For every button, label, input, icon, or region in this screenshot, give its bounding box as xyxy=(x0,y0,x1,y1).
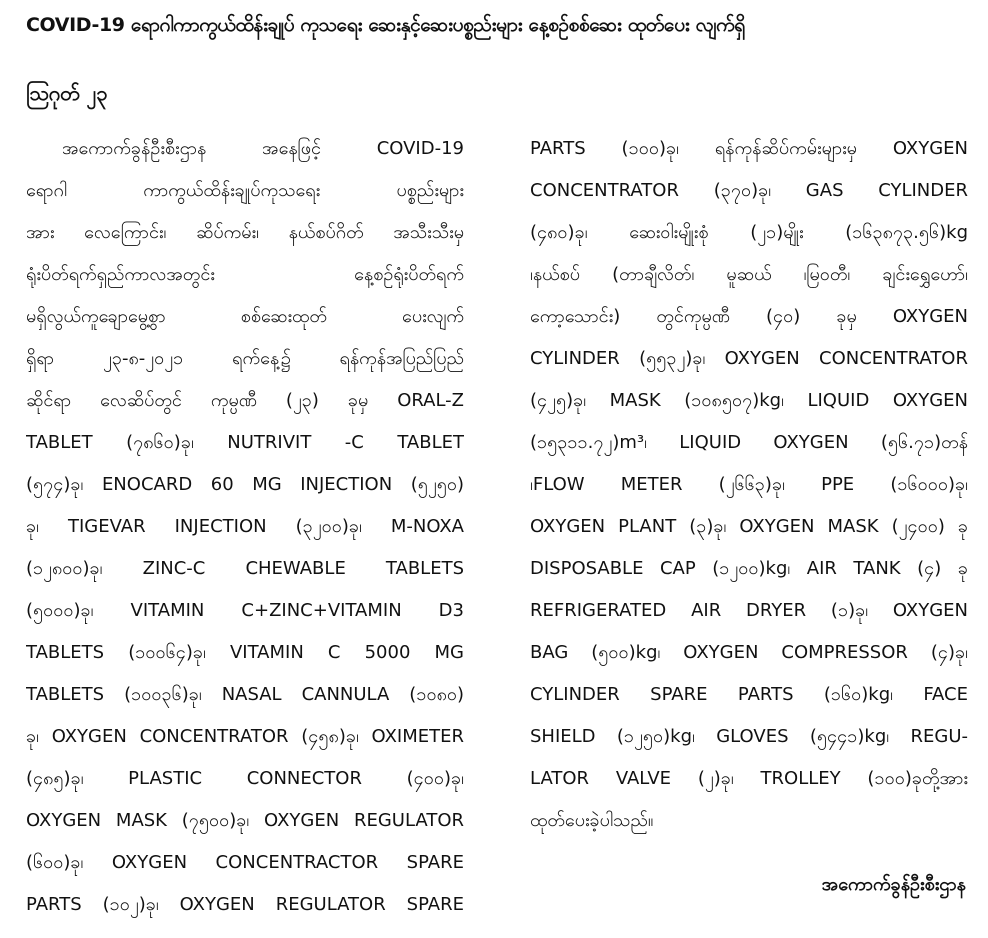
signature: အကောက်ခွန်ဦးစီးဌာန xyxy=(821,874,966,895)
text-line: ရှိရာ ၂၃-၈-၂၀၂၁ ရက်နေ့၌ ရန်ကုန်အပြည်ပြည် xyxy=(26,348,464,369)
text-line: TABLET (၇၈၆၀)ခု၊ NUTRIVIT -C TABLET xyxy=(26,432,464,453)
text-line: အား လေကြောင်း၊ ဆိပ်ကမ်း၊ နယ်စပ်ဂိတ် အသီးသီးမှ xyxy=(26,222,464,243)
text-line: OXYGEN PLANT (၃)ခု၊ OXYGEN MASK (၂၄၀၀) ခု xyxy=(530,516,968,537)
text-line: TABLETS (၁၀၀၆၄)ခု၊ VITAMIN C 5000 MG xyxy=(26,642,464,663)
text-line: (၆၀၀)ခု၊ OXYGEN CONCENTRACTOR SPARE xyxy=(26,852,464,873)
text-line: CONCENTRATOR (၃၇၀)ခု၊ GAS CYLINDER xyxy=(530,180,968,201)
text-line: REFRIGERATED AIR DRYER (၁)ခု၊ OXYGEN xyxy=(530,600,968,621)
right-column xyxy=(530,128,968,842)
text-line: (၄၈၅)ခု၊ PLASTIC CONNECTOR (၄၀၀)ခု၊ xyxy=(26,768,464,789)
text-line: PARTS (၁၀၀)ခု၊ ရန်ကုန်ဆိပ်ကမ်းများမှ OXYGEN xyxy=(530,138,968,159)
text-line: မရှိလွယ်ကူချောမွေ့စွာ စစ်ဆေးထုတ် ပေးလျက် xyxy=(26,306,464,327)
text-line: ရုံးပိတ်ရက်ရှည်ကာလအတွင်း နေ့စဉ်ရုံးပိတ်ရက် xyxy=(26,264,464,285)
text-line: CYLINDER SPARE PARTS (၁၆၀)kg၊ FACE xyxy=(530,684,968,705)
text-line: (၄၈၀)ခု၊ ဆေးဝါးမျိုးစုံ (၂၁)မျိုး (၁၆၃၈၇၃.၅၆)kg xyxy=(530,222,968,243)
text-line: OXYGEN MASK (၇၅၀၀)ခု၊ OXYGEN REGULATOR xyxy=(26,810,464,831)
text-line: ဆိုင်ရာ လေဆိပ်တွင် ကုမ္ပဏီ (၂၃) ခုမှ ORAL-Z xyxy=(26,390,464,411)
text-line: BAG (၅၀၀)kg၊ OXYGEN COMPRESSOR (၄)ခု၊ xyxy=(530,642,968,663)
text-line: ခု၊ TIGEVAR INJECTION (၃၂၀၀)ခု၊ M-NOXA xyxy=(26,516,464,537)
text-line: ထုတ်ပေးခဲ့ပါသည်။ xyxy=(530,810,654,831)
document-title: COVID-19 ရောဂါကာကွယ်ထိန်းချုပ် ကုသရေး ဆေးနှင့်ဆေးပစ္စည်းများ နေ့စဉ်စစ်ဆေး ထုတ်ပေး လျက်ရှိ xyxy=(26,14,745,36)
text-line: LATOR VALVE (၂)ခု၊ TROLLEY (၁၀၀)ခုတို့အား xyxy=(530,768,968,789)
text-line: ခု၊ OXYGEN CONCENTRATOR (၄၅၈)ခု၊ OXIMETER xyxy=(26,726,464,747)
text-line: (၅၇၄)ခု၊ ENOCARD 60 MG INJECTION (၅၂၅၀) xyxy=(26,474,464,495)
text-line: PARTS (၁၀၂)ခု၊ OXYGEN REGULATOR SPARE xyxy=(26,894,464,915)
text-line: ၊FLOW METER (၂၆၆၃)ခု၊ PPE (၁၆၀၀၀)ခု၊ xyxy=(530,474,968,495)
text-line: (၁၅၃၁၁.၇၂)m³၊ LIQUID OXYGEN (၅၆.၇၁)တန် xyxy=(530,432,968,453)
document-date: ဩဂုတ် ၂၃ xyxy=(26,81,108,105)
left-column xyxy=(26,128,464,926)
text-line: ၊နယ်စပ် (တာချီလိတ်၊ မူဆယ် ၊မြဝတီ၊ ချင်းရွှေဟော်၊ xyxy=(530,264,968,285)
text-line: DISPOSABLE CAP (၁၂၀၀)kg၊ AIR TANK (၄) ခု xyxy=(530,558,968,579)
text-line: (၅၀၀၀)ခု၊ VITAMIN C+ZINC+VITAMIN D3 xyxy=(26,600,464,621)
text-line: TABLETS (၁၀၀၃၆)ခု၊ NASAL CANNULA (၁၀၈၀) xyxy=(26,684,464,705)
text-line: ရောဂါ ကာကွယ်ထိန်းချုပ်ကုသရေး ပစ္စည်းများ xyxy=(26,180,464,201)
text-line: SHIELD (၁၂၅၀)kg၊ GLOVES (၅၄၄၁)kg၊ REGU- xyxy=(530,726,968,747)
text-line: (၁၂၈၀၀)ခု၊ ZINC-C CHEWABLE TABLETS xyxy=(26,558,464,579)
text-line: CYLINDER (၅၅၃၂)ခု၊ OXYGEN CONCENTRATOR xyxy=(530,348,968,369)
text-line: အကောက်ခွန်ဦးစီးဌာန အနေဖြင့် COVID-19 xyxy=(62,138,464,159)
text-line: ကော့သောင်း) တွင်ကုမ္ပဏီ (၄၀) ခုမှ OXYGEN xyxy=(530,306,968,327)
text-line: (၄၂၅)ခု၊ MASK (၁၀၈၅၀၇)kg၊ LIQUID OXYGEN xyxy=(530,390,968,411)
